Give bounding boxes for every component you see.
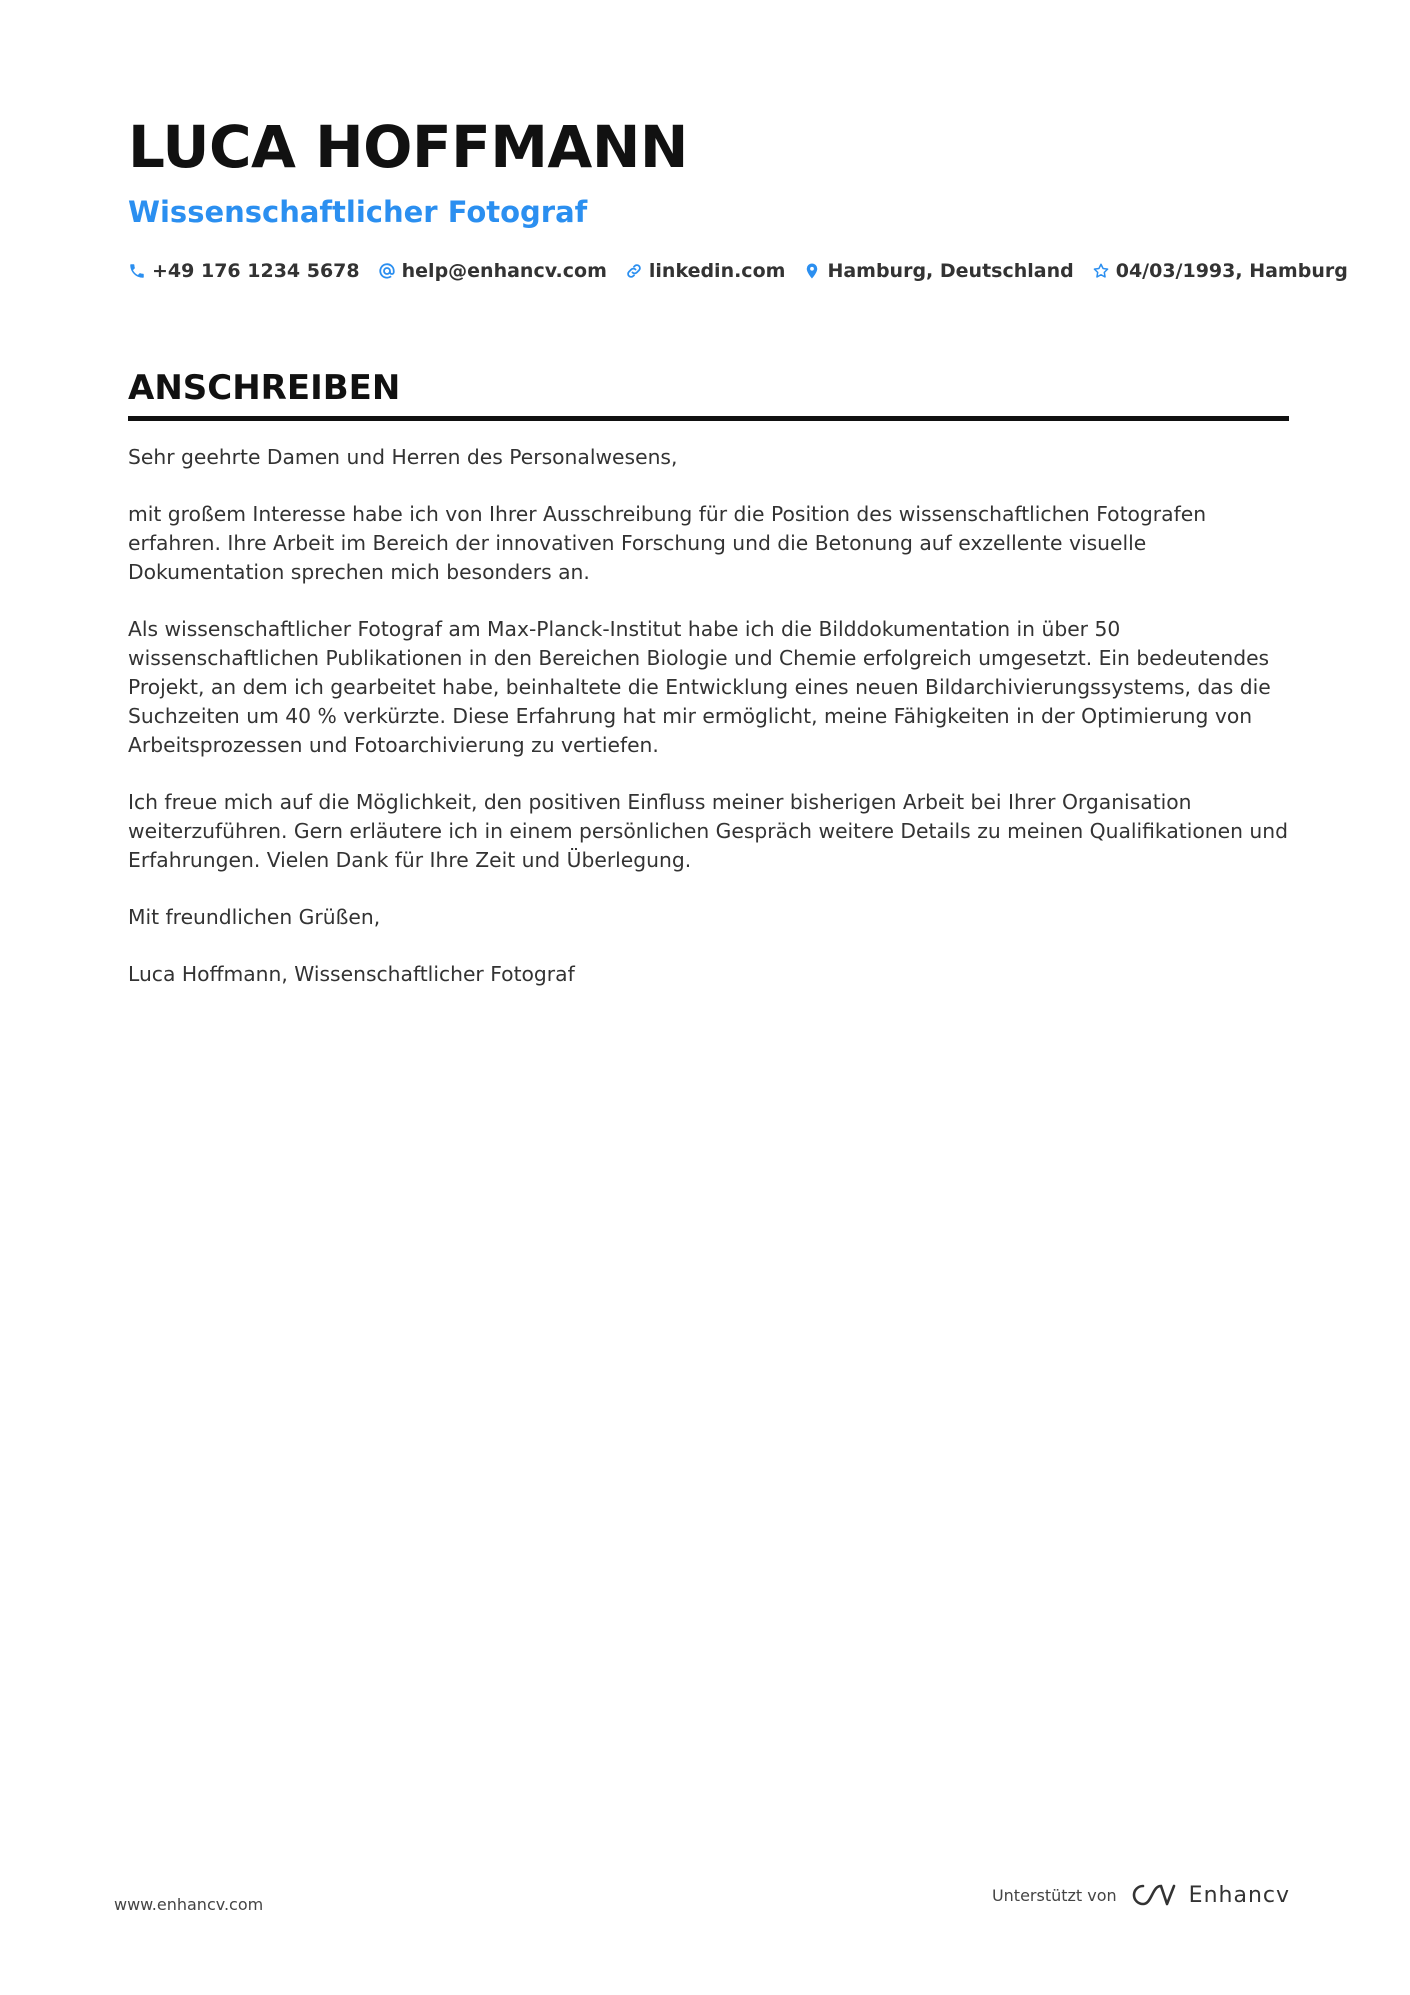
section-title: ANSCHREIBEN xyxy=(128,368,401,408)
contact-birth xyxy=(1092,260,1348,282)
header xyxy=(128,112,1348,286)
enhancv-logo-icon xyxy=(1129,1880,1177,1910)
contact-bar xyxy=(128,256,1348,286)
section-divider xyxy=(128,416,1289,421)
letter-paragraph: mit großem Interesse habe ich von Ihrer Ausschreibung für die Position des wissenschaftlichen Fotografen erfahren. Ihre Arbeit im Bereich der innovativen Forschung und die Betonung auf exzellente visuelle Dokumentation sprechen mich besonders an. xyxy=(128,502,1207,584)
contact-location-text: Hamburg, Deutschland xyxy=(827,260,1074,282)
job-title: Wissenschaftlicher Fotograf xyxy=(128,195,588,229)
phone-icon xyxy=(128,262,146,280)
letter-salutation: Sehr geehrte Damen und Herren des Personalwesens, xyxy=(128,445,678,469)
powered-by-label: Unterstützt von xyxy=(991,1885,1117,1905)
letter-closing: Mit freundlichen Grüßen, xyxy=(128,905,381,929)
contact-birth-text: 04/03/1993, Hamburg xyxy=(1115,260,1348,282)
contact-linkedin[interactable] xyxy=(625,260,786,282)
at-icon xyxy=(378,262,396,280)
brand-name: Enhancv xyxy=(1188,1882,1290,1908)
candidate-name: LUCA HOFFMANN xyxy=(128,113,688,181)
letter-paragraph: Als wissenschaftlicher Fotograf am Max-Planck-Institut habe ich die Bilddokumentation in über 50 wissenschaftlichen Publikationen in den Bereichen Biologie und Chemie erfolgreich umgesetzt. Ein bedeutendes Projekt, an dem ich gearbeitet habe, beinhaltete die Entwicklung eines neuen Bildarchivierungssystems, das die Suchzeiten um 40 % verkürzte. Diese Erfahrung hat mir ermöglicht, meine Fähigkeiten in der Optimierung von Arbeitsprozessen und Fotoarchivierung zu vertiefen. xyxy=(128,617,1271,757)
footer-branding xyxy=(992,1880,1290,1910)
letter-body xyxy=(128,443,1289,989)
star-icon xyxy=(1092,262,1110,280)
contact-linkedin-text[interactable]: linkedin.com xyxy=(648,260,786,282)
contact-phone-text: +49 176 1234 5678 xyxy=(152,260,360,282)
letter-paragraph: Ich freue mich auf die Möglichkeit, den positiven Einfluss meiner bisherigen Arbeit bei Ihrer Organisation weiterzuführen. Gern erläutere ich in einem persönlichen Gespräch weitere Details zu meinen Qualifikationen und Erfahrungen. Vielen Dank für Ihre Zeit und Überlegung. xyxy=(128,790,1288,872)
contact-email-text[interactable]: help@enhancv.com xyxy=(401,260,607,282)
contact-location xyxy=(803,260,1073,282)
cover-letter-section xyxy=(128,366,1289,1017)
contact-phone xyxy=(128,260,360,282)
footer-website[interactable]: www.enhancv.com xyxy=(114,1895,264,1914)
link-icon xyxy=(625,262,643,280)
location-pin-icon xyxy=(803,262,821,280)
letter-signature: Luca Hoffmann, Wissenschaftlicher Fotograf xyxy=(128,962,575,986)
contact-email[interactable] xyxy=(378,260,607,282)
